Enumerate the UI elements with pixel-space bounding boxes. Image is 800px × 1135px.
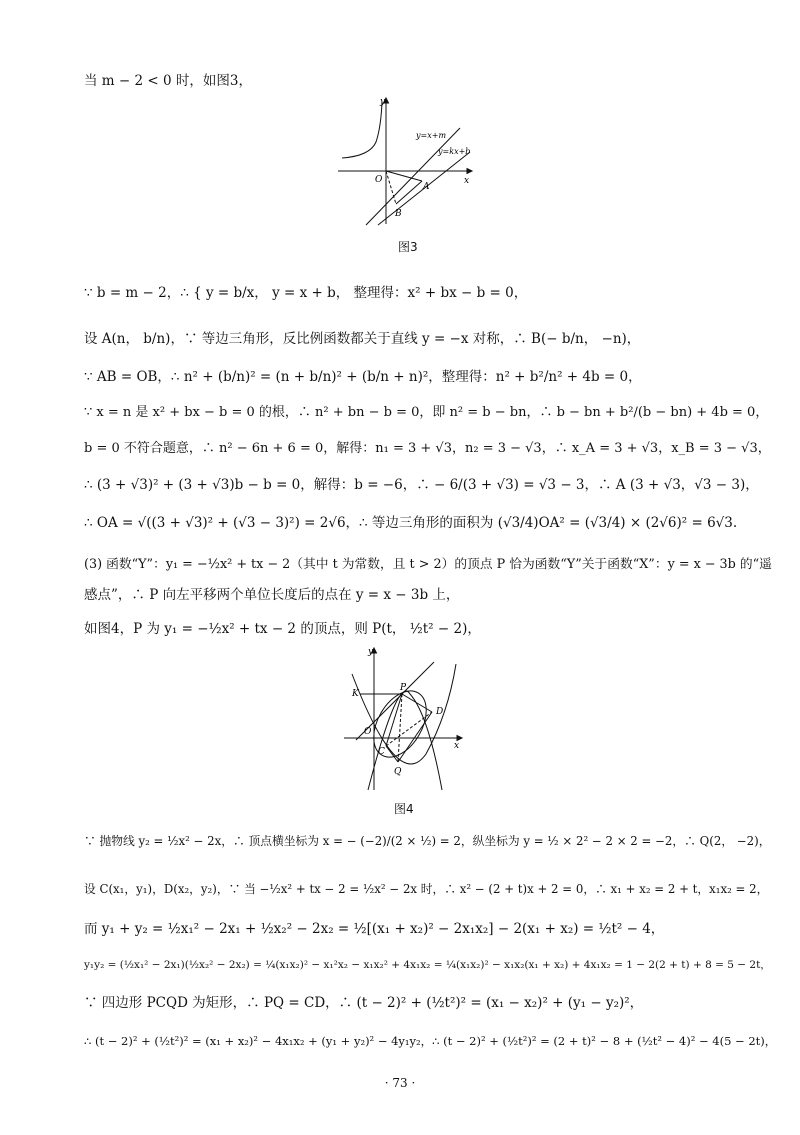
text-line-6: b = 0 不符合题意，∴ n² − 6n + 6 = 0，解得：n₁ = 3 + √3，n₂ = 3 − √3，∴ x_A = 3 + √3，x_B = 3 − √3， [84,441,771,456]
text-line-1: 当 m − 2 < 0 时，如图3， [84,73,252,89]
fig3-y-label: y [380,97,386,107]
fig3-x-label: x [464,176,470,186]
figure-4-caption: 图4 [394,802,414,816]
x-axis-arrow [467,169,472,174]
text-line-7: ∴ (3 + √3)² + (3 + √3)b − b = 0，解得：b = −6，∴ − 6/(3 + √3) = √3 − 3，∴ A (3 + √3，√3 − 3)， [84,477,759,493]
fig4-c-label: C [378,747,385,757]
text-line-10: 感点”，∴ P 向左平移两个单位长度后的点在 y = x − 3b 上， [84,587,460,603]
parabola-y1 [368,691,442,790]
text-line-15: y₁y₂ = (½x₁² − 2x₁)(½x₂² − 2x₂) = ¼(x₁x₂)² − x₁²x₂ − x₁x₂² + 4x₁x₂ = ¼(x₁x₂)² − x₁x₂(x₁ + x₂) + 4x₁x₂ = 1 − 2(2 + t) + 8 = 5 − 2t， [84,959,771,971]
figure-3 [330,92,480,232]
figure-3-caption: 图3 [398,240,418,254]
fig3-b-label: B [395,209,402,219]
text-line-2: ∵ b = m − 2，∴ { y = b/x， y = x + b， 整理得：x² + bx − b = 0， [84,285,528,301]
text-line-14: 而 y₁ + y₂ = ½x₁² − 2x₁ + ½x₂² − 2x₂ = ½[(x₁ + x₂)² − 2x₁x₂] − 2(x₁ + x₂) = ½t² − 4， [84,921,665,937]
text-line-11: 如图4，P 为 y₁ = −½x² + tx − 2 的顶点，则 P(t， ½t² − 2)， [84,621,481,637]
fig4-y-label: y [368,647,374,657]
segment-cq [386,746,398,762]
fig4-k-label: K [352,689,359,699]
fig3-a-label: A [423,182,430,192]
fig3-line1-label: y=x+m [416,131,447,140]
x-axis-arrow [457,736,462,741]
diagonal-cd [386,712,432,746]
text-line-9: (3) 函数“Y”：y₁ = −½x² + tx − 2（其中 t 为常数，且 t > 2）的顶点 P 恰为函数“Y”关于函数“X”：y = x − 3b 的“遥 [84,557,772,572]
fig4-o-label: O [364,727,372,737]
fig3-line2-label: y=kx+b [438,147,471,156]
text-line-16: ∵ 四边形 PCQD 为矩形，∴ PQ = CD，∴ (t − 2)² + (½t²)² = (x₁ − x₂)² + (y₁ − y₂)²， [84,995,644,1011]
fig4-d-label: D [436,707,444,717]
segment-qd [398,712,432,762]
text-line-13: 设 C(x₁，y₁)，D(x₂，y₂)，∵ 当 −½x² + tx − 2 = ½x² − 2x 时，∴ x² − (2 + t)x + 2 = 0，∴ x₁ + x₂ = 2 + t，x₁x₂ = 2， [84,882,769,896]
text-line-8: ∴ OA = √((3 + √3)² + (√3 − 3)²) = 2√6，∴ 等边三角形的面积为 (√3/4)OA² = (√3/4) × (2√6)² = 6√3. [84,515,738,531]
text-line-3: 设 A(n， b/n)，∵ 等边三角形，反比例函数都关于直线 y = −x 对称，∴ B(− b/n， −n)， [84,331,641,347]
figure-4 [338,644,468,792]
segment-dp [402,694,432,712]
hyperbola-branch [342,102,382,158]
text-line-5: ∵ x = n 是 x² + bx − b = 0 的根，∴ n² + bn − b = 0，即 n² = b − bn，∴ b − bn + b²/(b − bn) + 4b = 0， [84,405,769,420]
fig4-q-label: Q [394,767,402,777]
text-line-17: ∴ (t − 2)² + (½t²)² = (x₁ + x₂)² − 4x₁x₂ + (y₁ + y₂)² − 4y₁y₂，∴ (t − 2)² + (½t²)² = (2 + t)² − 8 + (½t² − 4)² − 4(5 − 2t)， [84,1034,777,1048]
text-line-12: ∵ 抛物线 y₂ = ½x² − 2x，∴ 顶点横坐标为 x = − (−2)/(2 × ½) = 2，纵坐标为 y = ½ × 2² − 2 × 2 = −2，∴ Q(2， −2)， [84,834,771,848]
fig3-o-label: O [375,175,383,185]
page-number: · 73 · [384,1076,416,1090]
fig4-p-label: P [400,683,407,693]
fig4-x-label: x [454,741,460,751]
text-line-4: ∵ AB = OB，∴ n² + (b/n)² = (n + b/n)² + (b/n + n)²，整理得：n² + b²/n² + 4b = 0， [84,369,642,385]
